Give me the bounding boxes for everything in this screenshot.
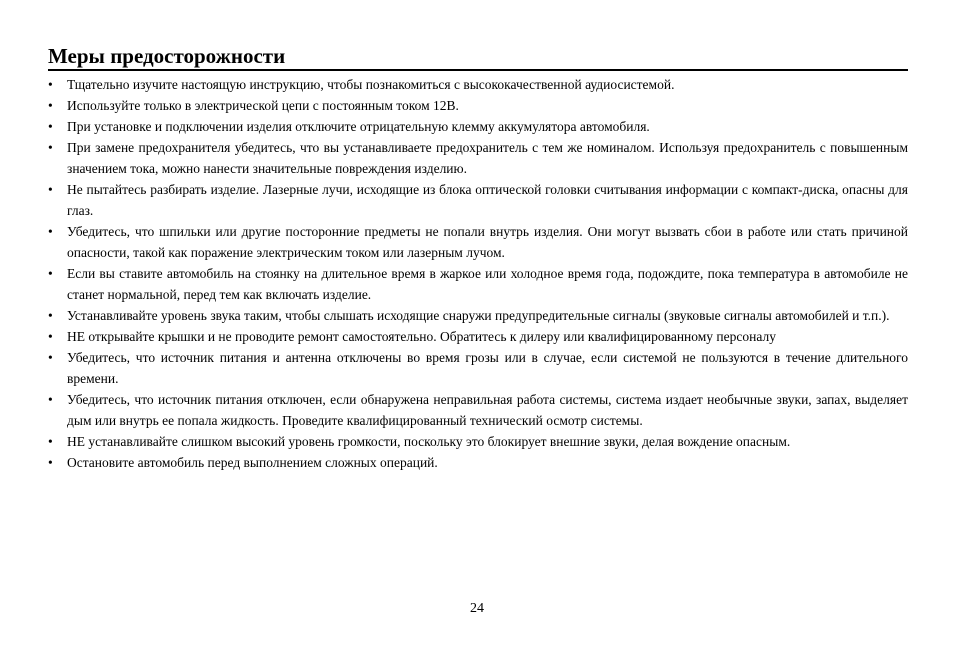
- bullet-icon: •: [48, 98, 53, 113]
- list-item-text: Устанавливайте уровень звука таким, чтобы слышать исходящие снаружи предупредительные сигналы (звуковые сигналы автомобилей и т.п.).: [67, 308, 890, 323]
- list-item-text: Убедитесь, что источник питания и антенна отключены во время грозы или в случае, если системой не пользуются в течение длительного времени.: [67, 350, 908, 386]
- list-item: [48, 221, 908, 263]
- precautions-list: [48, 74, 908, 473]
- bullet-icon: •: [48, 140, 53, 155]
- list-item-text: Если вы ставите автомобиль на стоянку на длительное время в жаркое или холодное время года, подождите, пока температура в автомобиле не станет нормальной, перед тем как включать изделие.: [67, 266, 908, 302]
- list-item: [48, 389, 908, 431]
- list-item: [48, 452, 908, 473]
- list-item: [48, 263, 908, 305]
- list-item-text: При установке и подключении изделия отключите отрицательную клемму аккумулятора автомобиля.: [67, 119, 650, 134]
- list-item: [48, 305, 908, 326]
- list-item: [48, 347, 908, 389]
- list-item-text: Убедитесь, что источник питания отключен, если обнаружена неправильная работа системы, система издает необычные звуки, запах, выделяет дым или внутрь ее попала жидкость. Проведите квалифицированный технический осмотр системы.: [67, 392, 908, 428]
- list-item: [48, 431, 908, 452]
- list-item: [48, 74, 908, 95]
- list-item-text: НЕ устанавливайте слишком высокий уровень громкости, поскольку это блокирует внешние звуки, делая вождение опасным.: [67, 434, 791, 449]
- bullet-icon: •: [48, 119, 53, 134]
- bullet-icon: •: [48, 308, 53, 323]
- list-item-text: При замене предохранителя убедитесь, что вы устанавливаете предохранитель с тем же номиналом. Используя предохранитель с повышенным значением тока, можно нанести значительные повреждения изделию.: [67, 140, 908, 176]
- bullet-icon: •: [48, 77, 53, 92]
- bullet-icon: •: [48, 350, 53, 365]
- list-item-text: НЕ открывайте крышки и не проводите ремонт самостоятельно. Обратитесь к дилеру или квалифицированному персоналу: [67, 329, 776, 344]
- list-item-text: Тщательно изучите настоящую инструкцию, чтобы познакомиться с высококачественной аудиосистемой.: [67, 77, 675, 92]
- list-item: [48, 95, 908, 116]
- section-title: Меры предосторожности: [48, 44, 908, 71]
- bullet-icon: •: [48, 266, 53, 281]
- list-item-text: Используйте только в электрической цепи с постоянным током 12В.: [67, 98, 459, 113]
- bullet-icon: •: [48, 392, 53, 407]
- list-item-text: Убедитесь, что шпильки или другие посторонние предметы не попали внутрь изделия. Они могут вызвать сбои в работе или стать причиной опасности, такой как поражение электрическим током или лазерным лучом.: [67, 224, 908, 260]
- list-item: [48, 137, 908, 179]
- list-item: [48, 116, 908, 137]
- list-item: [48, 179, 908, 221]
- bullet-icon: •: [48, 329, 53, 344]
- document-page: [48, 44, 908, 473]
- bullet-icon: •: [48, 182, 53, 197]
- list-item-text: Остановите автомобиль перед выполнением сложных операций.: [67, 455, 438, 470]
- bullet-icon: •: [48, 224, 53, 239]
- bullet-icon: •: [48, 455, 53, 470]
- bullet-icon: •: [48, 434, 53, 449]
- list-item: [48, 326, 908, 347]
- list-item-text: Не пытайтесь разбирать изделие. Лазерные лучи, исходящие из блока оптической головки считывания информации с компакт-диска, опасны для глаз.: [67, 182, 908, 218]
- page-number: 24: [470, 601, 484, 616]
